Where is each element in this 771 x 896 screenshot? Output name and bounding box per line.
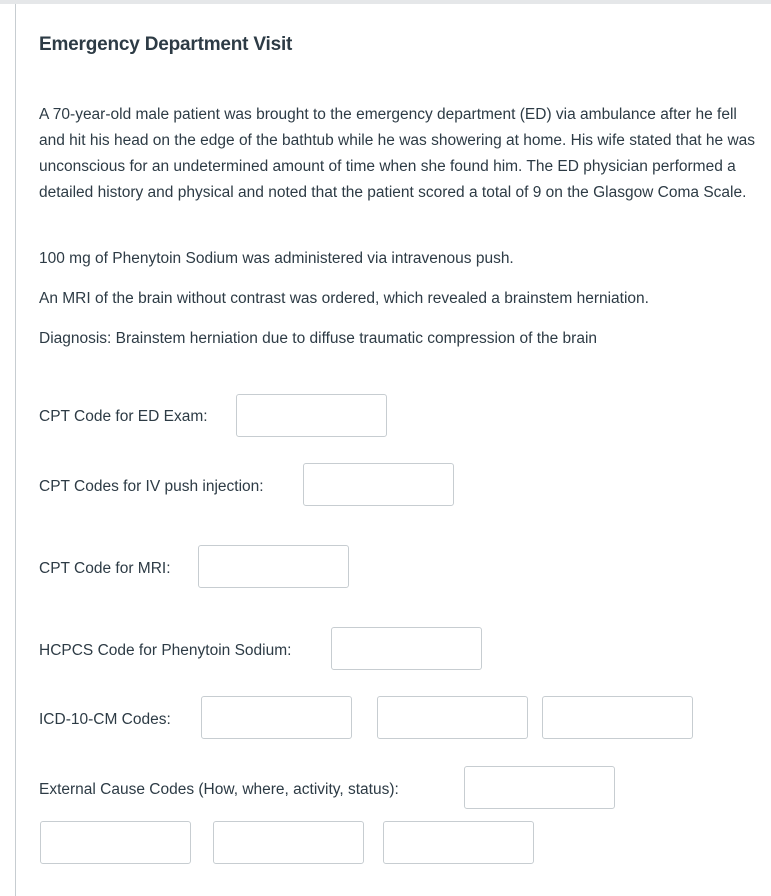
case-description: A 70-year-old male patient was brought to the emergency department (ED) via ambulance after he fell and hit his head on the edge of the bathtub while he was showering at home. His wife stated that he was unconscious for an undetermined amount of time when she found him. The ED physician performed a detailed history and physical and noted that the patient scored a total of 9 on the Glasgow Coma Scale.	[39, 106, 756, 201]
mri-code-input[interactable]	[198, 545, 349, 588]
mri-label: CPT Code for MRI:	[39, 560, 171, 577]
icd10-label: ICD-10-CM Codes:	[39, 711, 171, 728]
left-border	[15, 4, 16, 896]
iv-push-label: CPT Codes for IV push injection:	[39, 478, 264, 495]
icd10-code-input-1[interactable]	[201, 696, 352, 739]
mri-statement: An MRI of the brain without contrast was ordered, which revealed a brainstem herniation.	[39, 290, 649, 307]
icd10-code-input-2[interactable]	[377, 696, 528, 739]
diagnosis-statement: Diagnosis: Brainstem herniation due to diffuse traumatic compression of the brain	[39, 330, 598, 347]
external-cause-input-4[interactable]	[383, 821, 534, 864]
external-cause-input-3[interactable]	[213, 821, 364, 864]
ed-exam-code-input[interactable]	[236, 394, 387, 437]
external-cause-label: External Cause Codes (How, where, activity, status):	[39, 781, 399, 798]
external-cause-input-2[interactable]	[40, 821, 191, 864]
iv-push-code-input[interactable]	[303, 463, 454, 506]
icd10-code-input-3[interactable]	[542, 696, 693, 739]
external-cause-input-1[interactable]	[464, 766, 615, 809]
ed-exam-label: CPT Code for ED Exam:	[39, 408, 208, 425]
hcpcs-label: HCPCS Code for Phenytoin Sodium:	[39, 642, 292, 659]
page-title: Emergency Department Visit	[39, 34, 293, 55]
hcpcs-code-input[interactable]	[331, 627, 482, 670]
medication-statement: 100 mg of Phenytoin Sodium was administered via intravenous push.	[39, 250, 514, 267]
top-border	[0, 0, 771, 4]
